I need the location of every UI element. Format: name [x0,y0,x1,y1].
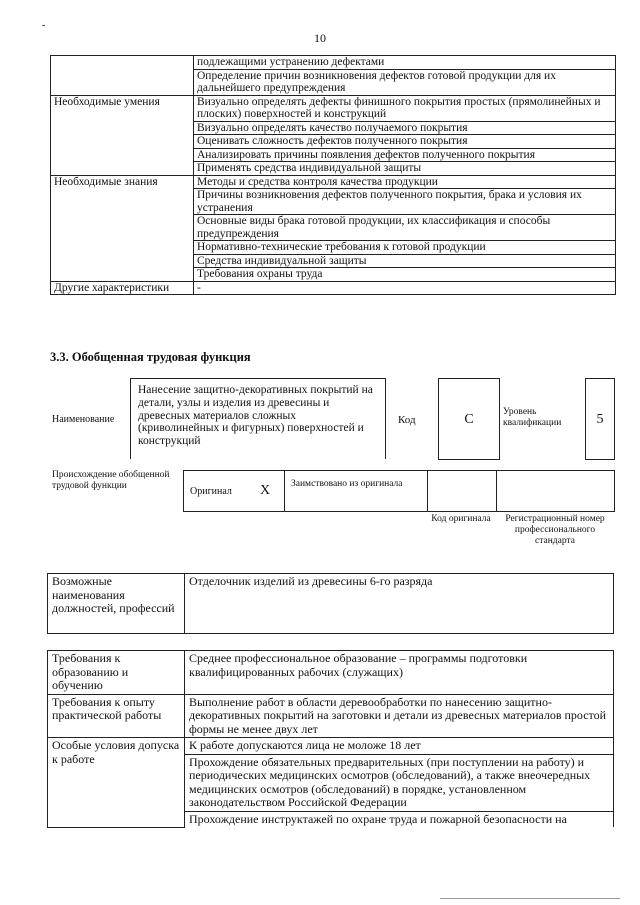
requirements-table [47,650,614,828]
knowledge-row: Причины возникновения дефектов полученного покрытия, брака и условия их устранения [194,189,616,215]
req-line: Выполнение работ в области деревообработки по нанесению защитно-декоративных покрытий на заготовки и детали из древесных материалов простой формы не менее двух лет [185,694,614,738]
original-box [183,470,285,512]
positions-label: Возможные наименования должностей, профессий [48,574,185,634]
reg-number-label: Регистрационный номер профессионального стандарта [505,514,605,546]
knowledge-row: Средства индивидуальной защиты [194,254,616,268]
origin-label: Происхождение обобщенной трудовой функции [52,470,170,491]
req-label: Требования к опыту практической работы [48,694,185,738]
code-label: Код [398,414,416,426]
skill-row: Оценивать сложность дефектов полученного покрытия [194,135,616,149]
name-value: Нанесение защитно-декоративных покрытий на детали, узлы и изделия из древесины и древесных материалов сложных (криволинейных и фигурных) поверхностей и конструкций [138,384,373,448]
code-original-label: Код оригинала [431,514,491,524]
borrowed-box [284,470,428,512]
section-title: 3.3. Обобщенная трудовая функция [50,350,251,364]
code-box [438,378,500,460]
knowledge-row: Требования охраны труда [194,268,616,282]
skill-row: Визуально определять дефекты финишного покрытия простых (прямолинейных и плоских) поверхностей и конструкций [194,95,616,121]
original-label: Оригинал [190,486,232,497]
original-mark: X [260,483,271,498]
code-original-box [427,470,497,512]
skills-label: Необходимые умения [51,95,194,175]
continuation-row: подлежащими устранению дефектами [194,56,616,70]
knowledge-row: Нормативно-технические требования к готовой продукции [194,241,616,255]
name-box [130,378,386,459]
top-mark: - [42,20,46,31]
other-value: - [194,281,616,295]
code-value: C [464,412,474,427]
knowledge-row: Основные виды брака готовой продукции, их классификация и способы предупреждения [194,215,616,241]
skills-knowledge-table [50,55,616,295]
page-number: 10 [314,31,326,45]
skill-row: Анализировать причины появления дефектов полученного покрытия [194,148,616,162]
positions-table [47,573,614,634]
level-label: Уровень квалификации [503,407,562,428]
scan-edge-line [440,898,620,899]
req-line: Прохождение инструктажей по охране труда и пожарной безопасности на [185,811,614,827]
other-label: Другие характеристики [51,281,194,295]
borrowed-label: Заимствовано из оригинала [291,479,403,489]
req-label: Требования к образованию и обучению [48,651,185,695]
knowledge-row: Методы и средства контроля качества продукции [194,175,616,189]
knowledge-label: Необходимые знания [51,175,194,281]
level-value: 5 [596,412,604,427]
skill-row: Визуально определять качество получаемого покрытия [194,121,616,135]
req-line: Среднее профессиональное образование – программы подготовки квалифицированных рабочих (служащих) [185,651,614,695]
cont-row: Определение причин возникновения дефектов готовой продукции для их дальнейшего предупреждения [194,69,616,95]
reg-number-box [496,470,615,512]
req-line: Прохождение обязательных предварительных (при поступлении на работу) и периодических медицинских осмотров (обследований), а также внеочередных медицинских осмотров (обследований) в порядке, установленном законодательством Российской Федерации [185,754,614,811]
positions-value: Отделочник изделий из древесины 6-го разряда [185,574,614,634]
level-box [585,378,615,460]
name-label: Наименование [52,414,115,425]
req-label: Особые условия допуска к работе [48,738,185,828]
req-line: К работе допускаются лица не моложе 18 лет [185,738,614,755]
skill-row: Применять средства индивидуальной защиты [194,162,616,176]
